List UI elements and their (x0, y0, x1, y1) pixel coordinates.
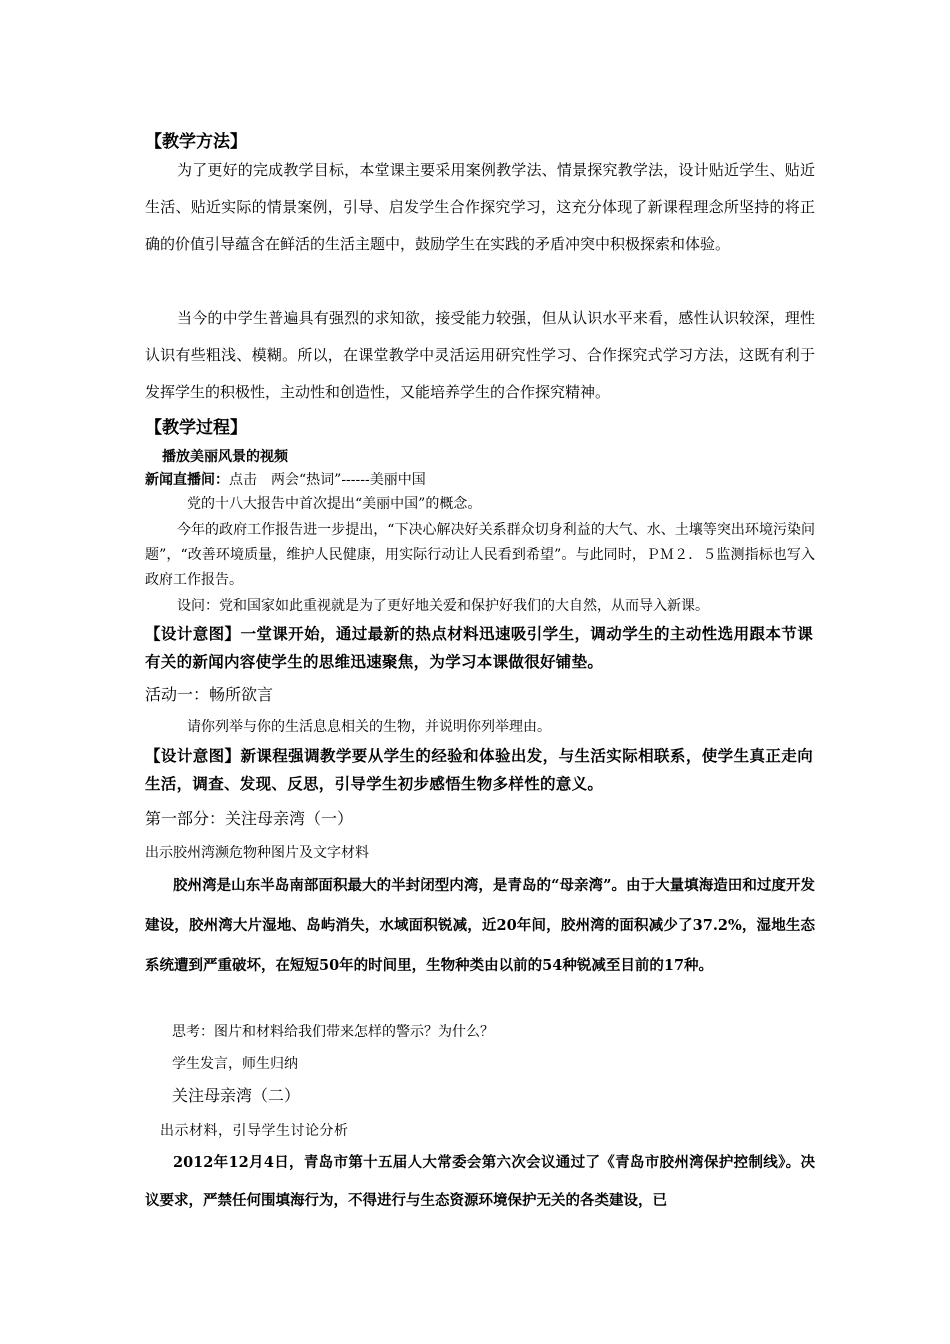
question-line: 设问：党和国家如此重视就是为了更好地关爱和保护好我们的大自然，从而导入新课。 (177, 598, 709, 614)
summary-line: 学生发言，师生归纳 (172, 1056, 298, 1072)
activity1-text: 请你列举与你的生活息息相关的生物，并说明你列举理由。 (187, 719, 551, 735)
think-line: 思考：图片和材料给我们带来怎样的警示？为什么？ (172, 1024, 494, 1040)
news-line (145, 469, 815, 491)
heading-teaching-process: 【教学过程】 (145, 418, 247, 438)
part1-subtitle: 出示胶州湾濒危物种图片及文字材料 (145, 845, 369, 861)
congress-line: 党的十八大报告中首次提出“美丽中国”的概念。 (187, 496, 482, 512)
gov-report-paragraph: 今年的政府工作报告进一步提出，“下决心解决好关系群众切身利益的大气、水、土壤等突出环境污染问题”，“改善环境质量，维护人民健康，用实际行动让人民看到希望”。与此同时，ＰＭ２．５监测指标也写入政府工作报告。 (145, 522, 815, 588)
part1-title: 第一部分：关注母亲湾（一） (145, 809, 354, 828)
part2-material: 2012年12月4日，青岛市第十五届人大常委会第六次会议通过了《青岛市胶州湾保护控制线》。决议要求，严禁任何围填海行为，不得进行与生态资源环境保护无关的各类建设，已 (145, 1154, 815, 1209)
part2-title: 关注母亲湾（二） (172, 1086, 301, 1105)
news-label: 新闻直播间： (145, 472, 229, 488)
design-intent-2: 【设计意图】新课程强调教学要从学生的经验和体验出发，与生活实际相联系，使学生真正走向生活，调查、发现、反思，引导学生初步感悟生物多样性的意义。 (145, 746, 813, 793)
design-intent-1: 【设计意图】一堂课开始，通过最新的热点材料迅速吸引学生，调动学生的主动性选用跟本节课有关的新闻内容使学生的思维迅速聚焦，为学习本课做很好铺垫。 (145, 624, 813, 671)
news-text: 点击 两会“热词”------美丽中国 (229, 472, 426, 488)
method-paragraph-2: 当今的中学生普遍具有强烈的求知欲，接受能力较强，但从认识水平来看，感性认识较深，理性认识有些粗浅、模糊。所以，在课堂教学中灵活运用研究性学习、合作探究式学习方法，这既有利于发挥学生的积极性，主动性和创造性，又能培养学生的合作探究精神。 (145, 309, 815, 401)
video-line: 播放美丽风景的视频 (162, 449, 288, 465)
heading-teaching-method: 【教学方法】 (145, 132, 247, 152)
part1-material: 胶州湾是山东半岛南部面积最大的半封闭型内湾，是青岛的“母亲湾”。由于大量填海造田和过度开发建设，胶州湾大片湿地、岛屿消失，水域面积锐减，近20年间，胶州湾的面积减少了37.2%，湿地生态系统遭到严重破坏，在短短50年的时间里，生物种类由以前的54种锐减至目前的17种。 (145, 877, 815, 974)
method-paragraph-1: 为了更好的完成教学目标，本堂课主要采用案例教学法、情景探究教学法，设计贴近学生、贴近生活、贴近实际的情景案例，引导、启发学生合作探究学习，这充分体现了新课程理念所坚持的将正确的价值引导蕴含在鲜活的生活主题中，鼓励学生在实践的矛盾冲突中积极探索和体验。 (145, 161, 815, 253)
part2-subtitle: 出示材料，引导学生讨论分析 (160, 1123, 349, 1139)
activity1-title: 活动一：畅所欲言 (145, 685, 274, 704)
